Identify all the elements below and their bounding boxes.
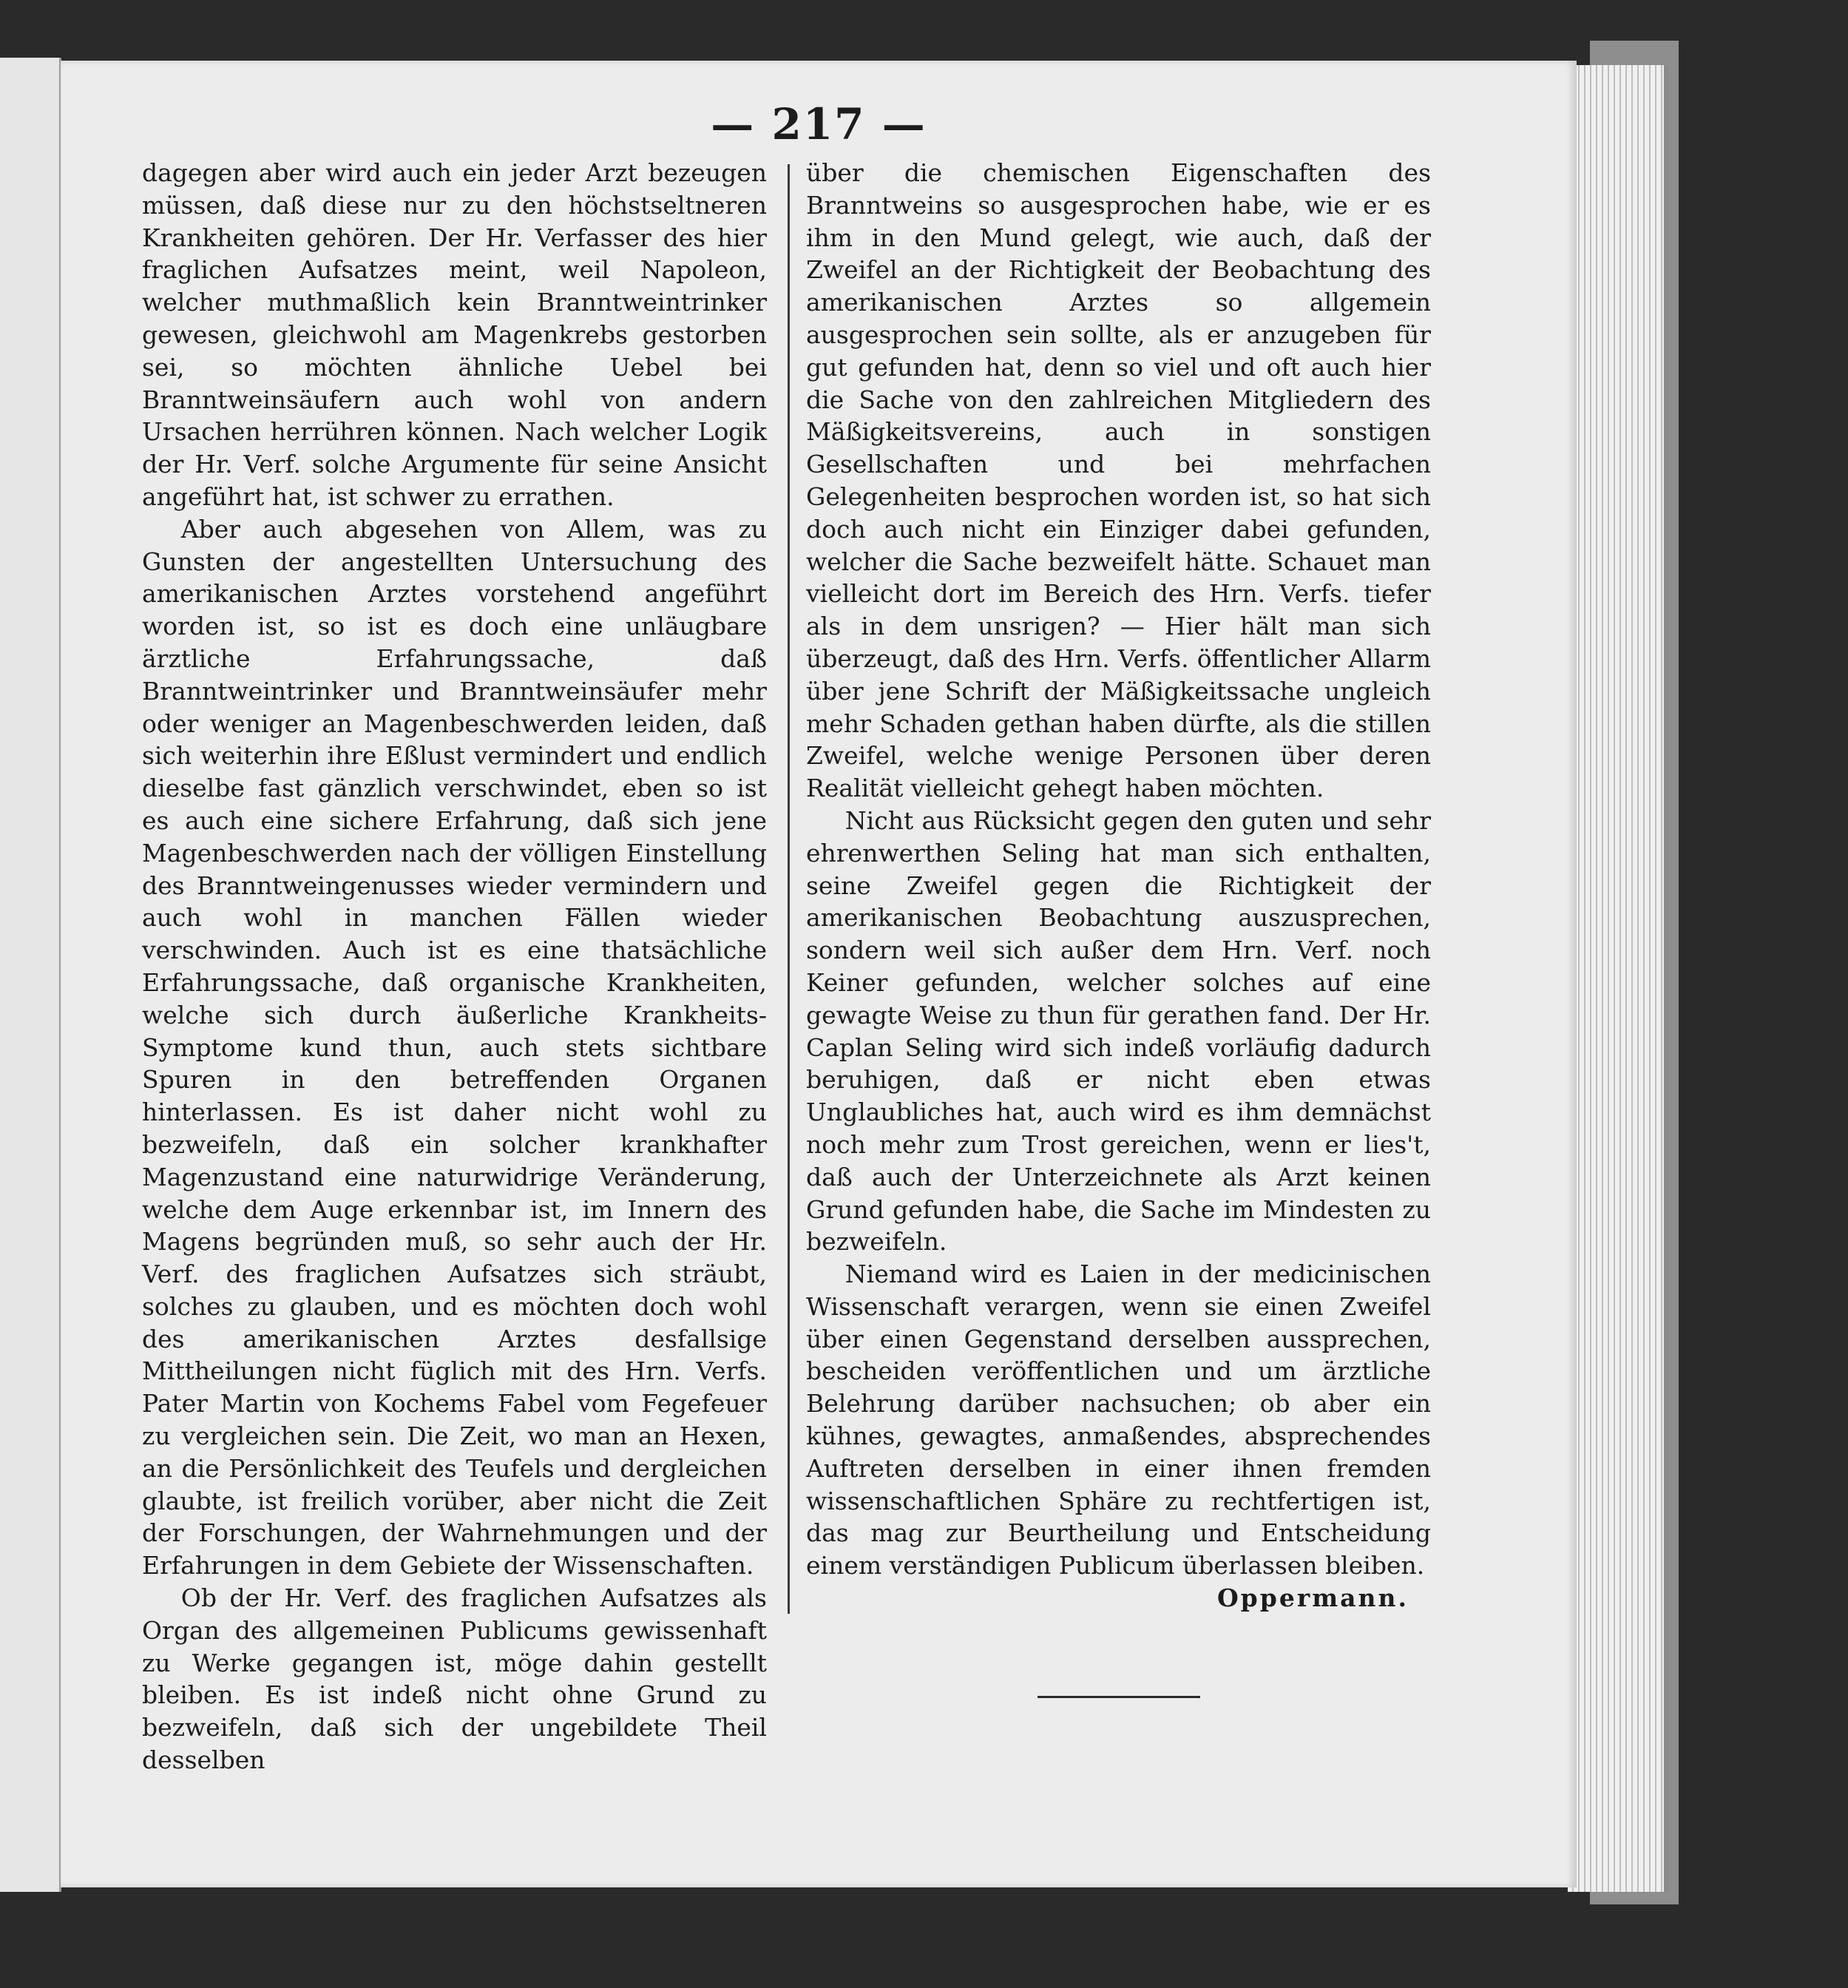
- paragraph: über die chemischen Eigenschaften des Branntweins so ausgesprochen habe, wie er es ihm in den Mund gelegt, wie auch, daß der Zweifel an der Richtigkeit der Beobachtung des amerikanischen Arztes so allgemein ausgesprochen sein sollte, als er anzugeben für gut gefunden hat, denn so viel und oft auch hier die Sache von den zahlreichen Mitgliedern des Mäßigkeitsvereins, auch in sonstigen Gesellschaften und bei mehrfachen Gelegenheiten besprochen worden ist, so hat sich doch auch nicht ein Einziger dabei gefunden, welcher die Sache bezweifelt hätte. Schauet man vielleicht dort im Bereich des Hrn. Verfs. tiefer als in dem unsrigen? — Hier hält man sich überzeugt, daß des Hrn. Verfs. öffentlicher Allarm über jene Schrift der Mäßigkeitssache ungleich mehr Schaden gethan haben dürfte, als die stillen Zweifel, welche wenige Personen über deren Realität vielleicht gehegt haben möchten.: [806, 158, 1431, 803]
- end-rule: [1038, 1696, 1200, 1698]
- previous-page-edge: [0, 58, 61, 1892]
- author-signature: Oppermann.: [1216, 1583, 1409, 1613]
- paragraph: dagegen aber wird auch ein jeder Arzt bezeugen müssen, daß diese nur zu den höchstseltneren Krankheiten gehören. Der Hr. Verfasser des hier fraglichen Aufsatzes meint, weil Napoleon, welcher muthmaßlich kein Branntweintrinker gewesen, gleichwohl am Magenkrebs gestorben sei, so möchten ähnliche Uebel bei Branntweinsäufern auch wohl von andern Ursachen herrühren können. Nach welcher Logik der Hr. Verf. solche Argumente für seine Ansicht angeführt hat, ist schwer zu errathen.: [142, 158, 767, 511]
- page-number: — 217 —: [711, 99, 927, 149]
- paragraph: Niemand wird es Laien in der medicinischen Wissenschaft verargen, wenn sie einen Zweifel über einen Gegenstand derselben aussprechen, bescheiden veröffentlichen und um ärztliche Belehrung darüber nachsuchen; ob aber ein kühnes, gewagtes, anmaßendes, absprechendes Auftreten derselben in einer ihnen fremden wissenschaftlichen Sphäre zu rechtfertigen ist, das mag zur Beurtheilung und Entscheidung einem verständigen Publicum überlassen bleiben.: [806, 1260, 1431, 1580]
- paragraph: Nicht aus Rücksicht gegen den guten und sehr ehrenwerthen Seling hat man sich enthalten, seine Zweifel gegen die Richtigkeit der amerikanischen Beobachtung auszusprechen, sondern weil sich außer dem Hrn. Verf. noch Keiner gefunden, welcher solches auf eine gewagte Weise zu thun für gerathen fand. Der Hr. Caplan Seling wird sich indeß vorläufig dadurch beruhigen, daß er nicht eben etwas Unglaubliches hat, auch wird es ihm demnächst noch mehr zum Trost gereichen, wenn er lies't, daß auch der Unterzeichnete als Arzt keinen Grund gefunden habe, die Sache im Mindesten zu bezweifeln.: [806, 805, 1431, 1257]
- book-page: [61, 61, 1577, 1887]
- page-edges: [1568, 65, 1668, 1892]
- right-column: [806, 157, 1431, 1698]
- column-divider: [788, 164, 790, 1614]
- paragraph: Ob der Hr. Verf. des fraglichen Aufsatzes als Organ des allgemeinen Publicums gewissenhaft zu Werke gegangen ist, möge dahin gestellt bleiben. Es ist indeß nicht ohne Grund zu bezweifeln, daß sich der ungebildete Theil desselben: [142, 1583, 767, 1775]
- left-column: [142, 157, 767, 1776]
- paragraph: Aber auch abgesehen von Allem, was zu Gunsten der angestellten Untersuchung des amerikanischen Arztes vorstehend angeführt worden ist, so ist es doch eine unläugbare ärztliche Erfahrungssache, daß Branntweintrinker und Branntweinsäufer mehr oder weniger an Magenbeschwerden leiden, daß sich weiterhin ihre Eßlust vermindert und endlich dieselbe fast gänzlich verschwindet, eben so ist es auch eine sichere Erfahrung, daß sich jene Magenbeschwerden nach der völligen Einstellung des Branntweingenusses wieder vermindern und auch wohl in manchen Fällen wieder verschwinden. Auch ist es eine thatsächliche Erfahrungssache, daß organische Krankheiten, welche sich durch äußerliche Krankheits-Symptome kund thun, auch stets sichtbare Spuren in den betreffenden Organen hinterlassen. Es ist daher nicht wohl zu bezweifeln, daß ein solcher krankhafter Magenzustand eine naturwidrige Veränderung, welche dem Auge erkennbar ist, im Innern des Magens begründen muß, so sehr auch der Hr. Verf. des fraglichen Aufsatzes sich sträubt, solches zu glauben, und es möchten doch wohl des amerikanischen Arztes desfallsige Mittheilungen nicht füglich mit des Hrn. Verfs. Pater Martin von Kochems Fabel vom Fegefeuer zu vergleichen sein. Die Zeit, wo man an Hexen, an die Persönlichkeit des Teufels und dergleichen glaubte, ist freilich vorüber, aber nicht die Zeit der Forschungen, der Wahrnehmungen und der Erfahrungen in dem Gebiete der Wissenschaften.: [142, 514, 767, 1580]
